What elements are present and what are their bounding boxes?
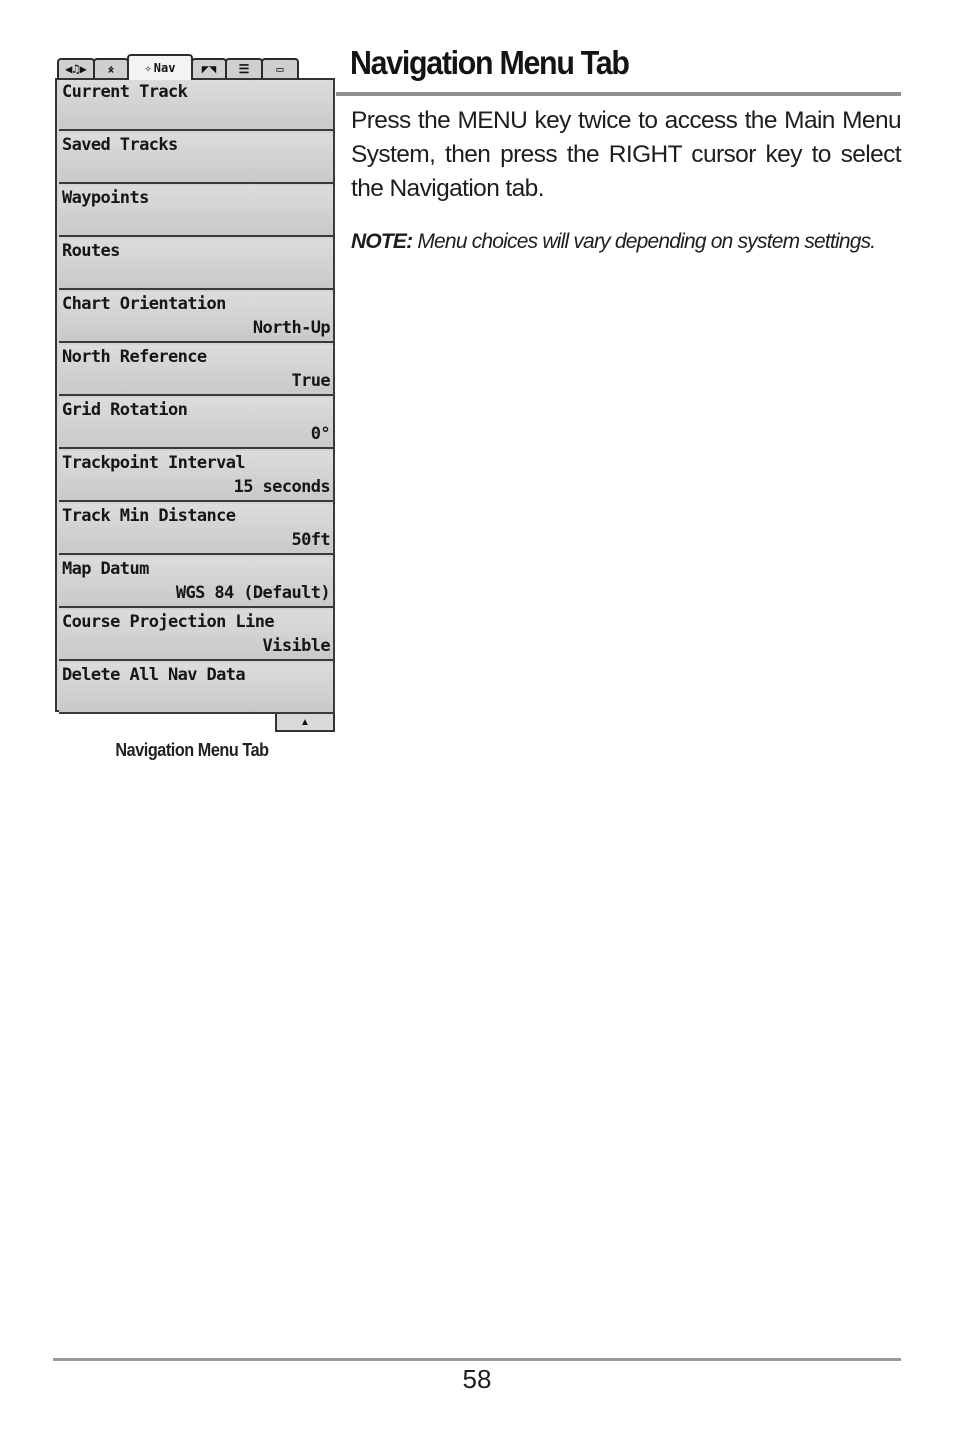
menu-item-current-track[interactable]: [59, 80, 335, 131]
menu-item-course-projection-line[interactable]: [59, 610, 335, 661]
scroll-up-icon: ▲: [300, 716, 310, 728]
tab-nav-label: Nav: [153, 61, 176, 75]
menu-item-north-reference[interactable]: [59, 345, 335, 396]
section-title: Navigation Menu Tab: [350, 44, 629, 81]
menu-item-waypoints[interactable]: [59, 186, 335, 237]
nav-star-icon: ✧: [144, 61, 152, 75]
tab-sonar[interactable]: [93, 58, 129, 78]
menu-item-map-datum[interactable]: [59, 557, 335, 608]
note-label: NOTE:: [351, 230, 413, 253]
menu-item-value: 50ft: [291, 530, 330, 550]
menu-item-label: Routes: [62, 241, 120, 261]
menu-item-label: Delete All Nav Data: [62, 665, 246, 685]
menu-item-track-min-distance[interactable]: [59, 504, 335, 555]
menu-item-label: Saved Tracks: [62, 135, 178, 155]
note-text: Menu choices will vary depending on system settings.: [412, 230, 876, 253]
tab-views[interactable]: [261, 58, 299, 78]
navigation-menu-screenshot: [55, 54, 337, 734]
setup-sliders-icon: ☰: [238, 62, 250, 76]
menu-item-value: 15 seconds: [233, 477, 330, 497]
tab-chart[interactable]: [191, 58, 227, 78]
menu-item-delete-all-nav-data[interactable]: [59, 663, 335, 714]
views-screen-icon: ▭: [276, 62, 284, 76]
menu-item-value: Visible: [262, 636, 330, 656]
alarm-bell-icon: ◀♫▶: [65, 62, 87, 76]
menu-item-label: Waypoints: [62, 188, 149, 208]
menu-tab-bar: [57, 54, 337, 80]
menu-item-routes[interactable]: [59, 239, 335, 290]
menu-item-label: Chart Orientation: [62, 294, 226, 314]
navigation-menu-list: [55, 78, 335, 712]
menu-item-label: Trackpoint Interval: [62, 453, 246, 473]
menu-item-label: Grid Rotation: [62, 400, 188, 420]
menu-item-label: Course Projection Line: [62, 612, 274, 632]
chart-map-icon: ◤◥: [201, 62, 217, 76]
sonar-fish-icon: ⨰: [107, 62, 115, 76]
menu-item-value: North-Up: [252, 318, 330, 338]
title-underline-divider: [336, 92, 901, 96]
page-number: 58: [462, 1364, 492, 1394]
footer-divider: [53, 1358, 901, 1361]
menu-item-value: 0°: [310, 424, 330, 444]
scroll-indicator[interactable]: [275, 714, 335, 732]
menu-item-label: North Reference: [62, 347, 207, 367]
menu-item-trackpoint-interval[interactable]: [59, 451, 335, 502]
figure-caption: Navigation Menu Tab: [115, 740, 269, 760]
menu-item-value: True: [291, 371, 330, 391]
menu-item-grid-rotation[interactable]: [59, 398, 335, 449]
tab-alarms[interactable]: [57, 58, 95, 78]
tab-nav[interactable]: [127, 54, 193, 80]
section-body-text: Press the MENU key twice to access the Main Menu System, then press the RIGHT cursor key to select the Navigation tab.: [351, 107, 901, 202]
menu-item-label: Current Track: [62, 82, 188, 102]
note-paragraph: [351, 230, 911, 254]
menu-item-label: Map Datum: [62, 559, 149, 579]
menu-item-chart-orientation[interactable]: [59, 292, 335, 343]
tab-setup[interactable]: [225, 58, 263, 78]
menu-item-saved-tracks[interactable]: [59, 133, 335, 184]
menu-item-label: Track Min Distance: [62, 506, 236, 526]
menu-item-value: WGS 84 (Default): [175, 583, 330, 603]
